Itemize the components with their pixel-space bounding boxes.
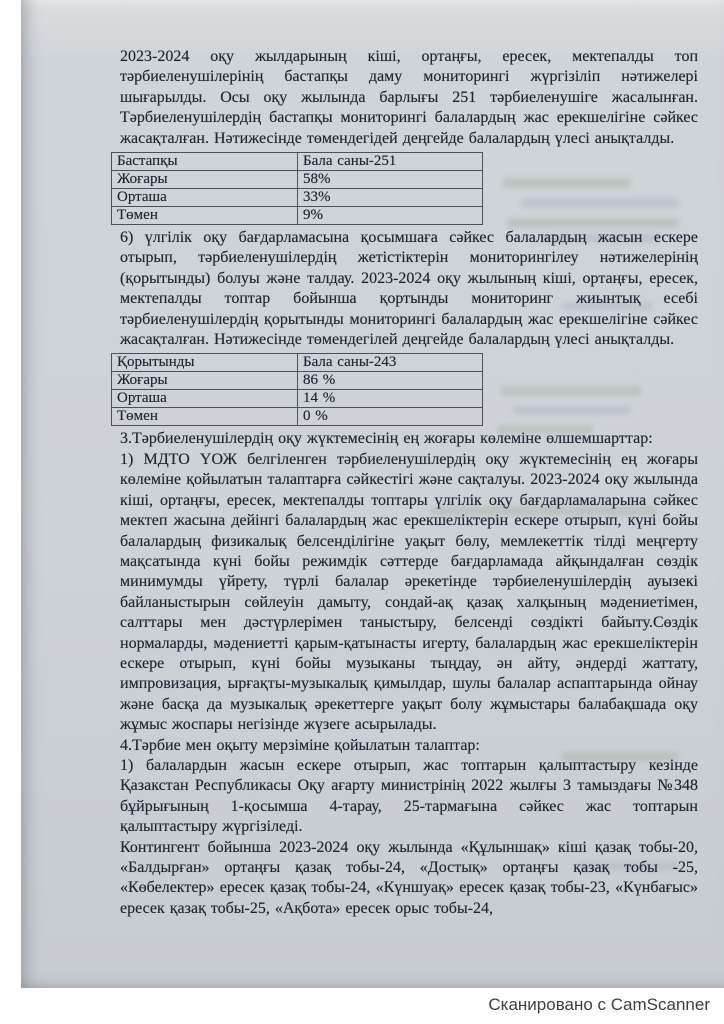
table-row	[112, 153, 483, 171]
table-row	[112, 372, 483, 390]
table-cell-label: Төмен	[112, 408, 298, 426]
paragraph-age-groups: 1) балалардын жасын ескере отырып, жас топтарын қалыптастыру кезінде Қазакстан Республикасы Оқу ағарту министрінің 2022 жылғы 3 тамыздағы №348 бұйрығының 1-қосымша 4-тарау, 25-тармағына сәйкес жас топтарын қалыптастыру жүргізіледі.	[120, 756, 698, 836]
table-row	[112, 390, 483, 408]
table-cell-value: 9%	[298, 207, 483, 225]
paragraph-workload-criteria: 1) МДТО ҮОЖ белгіленген тәрбиеленушілердің оқу жүктемесінің ең жоғары көлеміне қойылатын талаптарға сәйкестігі және сақталуы. 2023-2024 оқу жылында кіші, ортаңғы, ересек, мектепалды топтары үлгілік оқу бағдарламаларына сәйкес мектеп жасына дейінгі балалардың жас ерекшеліктерін ескере отырып, күні бойы балалардың физикалық белсенділігіне уақыт бөлу, мемлекеттік тілді меңгерту мақсатында күні бойы режимдік сәттерде бағдарламада айқындалған сөздік минимумды үйрету, түрлі балалар әрекетінде тәрбиеленушілердің ауызекі байланыстырын сөйлеуін дамыту, сондай-ақ қазақ халқының мәдениетімен, салттары мен дәстүрлерімен таныстыру, белсенді сөздікті байыту.Сөздік нормаларды, мәдениетті қарым-қатынасты игерту, балалардың жас ерекшеліктерін ескере отырып, күні бойы музыканы тыңдау, ән айту, әндерді жаттату, импровизация, ырғақты-музыкалық қимылдар, шулы балалар аспаптарында ойнау және басқа да музыкалық әрекеттерге уақыт болу жұмыстары балабақшада оқу жұмыс жоспары негізінде жүзеге асырылады.	[120, 450, 698, 734]
table-cell-value: 0 %	[298, 408, 483, 426]
table-cell-label: Орташа	[112, 390, 298, 408]
scanned-page	[21, 0, 724, 988]
table-cell-label: Бастапқы	[112, 153, 298, 171]
table-cell-value: 33%	[298, 189, 483, 207]
table-cell-label: Жоғары	[112, 171, 298, 189]
table-cell-label: Жоғары	[112, 372, 298, 390]
table-initial-monitoring	[111, 152, 483, 225]
table-row	[112, 207, 483, 225]
document-content	[117, 47, 698, 919]
paragraph-final-monitoring: 6) үлгілік оқу бағдарламасына қосымшаға сәйкес балалардың жасын ескере отырып, тәрбиеленушілердің жетістіктерін мониторингілеу нәтижелерінің (қорытынды) болуы және талдау. 2023-2024 оқу жылының кіші, ортаңғы, ересек, мектепалды топтар бойынша қортынды мониторинг жиынтық есебі тәрбиеленушілердің қорытынды мониторингі балалардың жас ерекшелігіне сәйкес жасақталған. Нәтижесінде төмендегілей деңгейде балалардың үлесі анықталды.	[120, 229, 698, 349]
paragraph-initial-monitoring: 2023-2024 оқу жылдарының кіші, ортаңғы, ересек, мектепалды топ тәрбиеленушілерінің бастапқы даму мониторингі жүргізіліп нәтижелері шығарылды. Осы оқу жылында барлығы 251 тәрбиеленушіге жасалынған. Тәрбиеленушілердің бастапқы мониторингі балалардың жас ерекшелігіне сәйкес жасақталған. Нәтижесінде төмендегідей деңгейде балалардың үлесі анықталды.	[120, 48, 698, 147]
table-cell-value: 14 %	[298, 390, 483, 408]
table-cell-label: Төмен	[112, 207, 298, 225]
paragraph-contingent: Контингент бойынша 2023-2024 оқу жылында «Құлыншақ» кіші қазақ тобы-20, «Балдырған» ортаңғы қазақ тобы-24, «Достық» ортаңғы қазақ тобы -25, «Көбелектер» ересек қазақ тобы-24, «Күншуақ» ересек қазақ тобы-23, «Күнбағыс» ересек қазақ тобы-25, «Ақбота» ересек орыс тобы-24,	[120, 838, 698, 917]
table-cell-value: Бала саны-251	[298, 153, 483, 171]
table-row	[112, 354, 483, 372]
camscanner-footer	[0, 988, 724, 1024]
heading-section-4: 4.Тәрбие мен оқыту мерзіміне қойылатын талаптар:	[120, 736, 480, 754]
table-cell-value: Бала саны-243	[298, 354, 483, 372]
table-cell-value: 86 %	[298, 372, 483, 390]
table-row	[112, 171, 483, 189]
table-final-monitoring	[111, 353, 483, 426]
table-cell-value: 58%	[298, 171, 483, 189]
table-cell-label: Қорытынды	[112, 354, 298, 372]
heading-section-3: 3.Тәрбиеленушілердің оқу жүктемесінің ең жоғары көлеміне өлшемшарттар:	[120, 430, 653, 448]
table-row	[112, 189, 483, 207]
camscanner-watermark-text: Сканировано с CamScanner	[488, 995, 710, 1014]
table-row	[112, 408, 483, 426]
table-cell-label: Орташа	[112, 189, 298, 207]
